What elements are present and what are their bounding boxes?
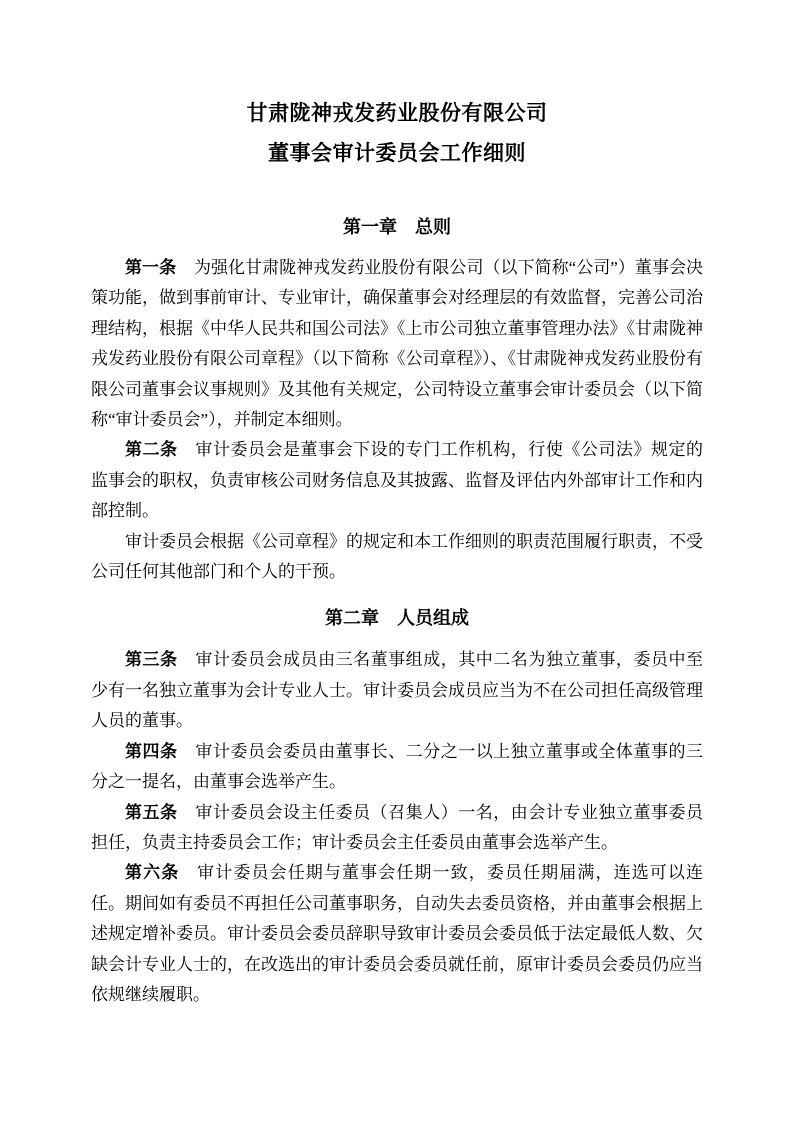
- article-2-text: 审计委员会是董事会下设的专门工作机构，行使《公司法》规定的监事会的职权，负责审核公司财务信息及其披露、监督及评估内外部审计工作和内部控制。: [91, 440, 704, 521]
- article-3-paragraph: [91, 645, 703, 736]
- chapter-2-heading: [91, 603, 703, 633]
- chapter-1-number: 第一章: [343, 217, 397, 237]
- chapter-1-title: 总则: [415, 217, 451, 237]
- article-1-label: 第一条: [125, 258, 177, 277]
- article-6-label: 第六条: [125, 863, 180, 883]
- article-2-paragraph: [91, 435, 703, 526]
- chapter-2-title: 人员组成: [397, 608, 469, 629]
- article-6-paragraph: [91, 858, 703, 1010]
- article-5-paragraph: [91, 798, 703, 859]
- chapter-1-heading: [91, 212, 703, 242]
- article-1-paragraph: [91, 253, 703, 435]
- article-6-text: 审计委员会任期与董事会任期一致，委员任期届满，连选可以连任。期间如有委员不再担任公司董事职务，自动失去委员资格，并由董事会根据上述规定增补委员。审计委员会委员辞职导致审计委员会委员低于法定最低人数、欠缺会计专业人士的，在改选出的审计委员会委员就任前，原审计委员会委员仍应当依规继续履职。: [91, 863, 704, 1004]
- article-3-label: 第三条: [125, 650, 178, 670]
- document-subtitle: 董事会审计委员会工作细则: [268, 141, 526, 165]
- document-title: 甘肃陇神戎发药业股份有限公司: [246, 101, 548, 125]
- article-4-text: 审计委员会委员由董事长、二分之一以上独立董事或全体董事的三分之一提名，由董事会选举产生。: [91, 741, 704, 792]
- article-4-paragraph: [91, 737, 703, 798]
- article-2-supplement-paragraph: [91, 527, 703, 588]
- article-2-supplement-text: 审计委员会根据《公司章程》的规定和本工作细则的职责范围履行职责，不受公司任何其他部门和个人的干预。: [91, 531, 703, 582]
- article-5-label: 第五条: [125, 802, 178, 822]
- article-3-text: 审计委员会成员由三名董事组成，其中二名为独立董事，委员中至少有一名独立董事为会计专业人士。审计委员会成员应当为不在公司担任高级管理人员的董事。: [91, 650, 704, 731]
- article-2-label: 第二条: [125, 440, 178, 460]
- article-5-text: 审计委员会设主任委员（召集人）一名，由会计专业独立董事委员担任，负责主持委员会工作；审计委员会主任委员由董事会选举产生。: [91, 802, 704, 852]
- article-1-text: 为强化甘肃陇神戎发药业股份有限公司（以下简称“公司”）董事会决策功能，做到事前审计、专业审计，确保董事会对经理层的有效监督，完善公司治理结构，根据《中华人民共和国公司法》《上市公司独立董事管理办法》《甘肃陇神戎发药业股份有限公司章程》（以下简称《公司章程》）、《甘肃陇神戎发药业股份有限公司董事会议事规则》及其他有关规定，公司特设立董事会审计委员会（以下简称“审计委员会”），并制定本细则。: [91, 258, 704, 430]
- chapter-2-number: 第二章: [325, 608, 379, 629]
- article-4-label: 第四条: [125, 741, 178, 761]
